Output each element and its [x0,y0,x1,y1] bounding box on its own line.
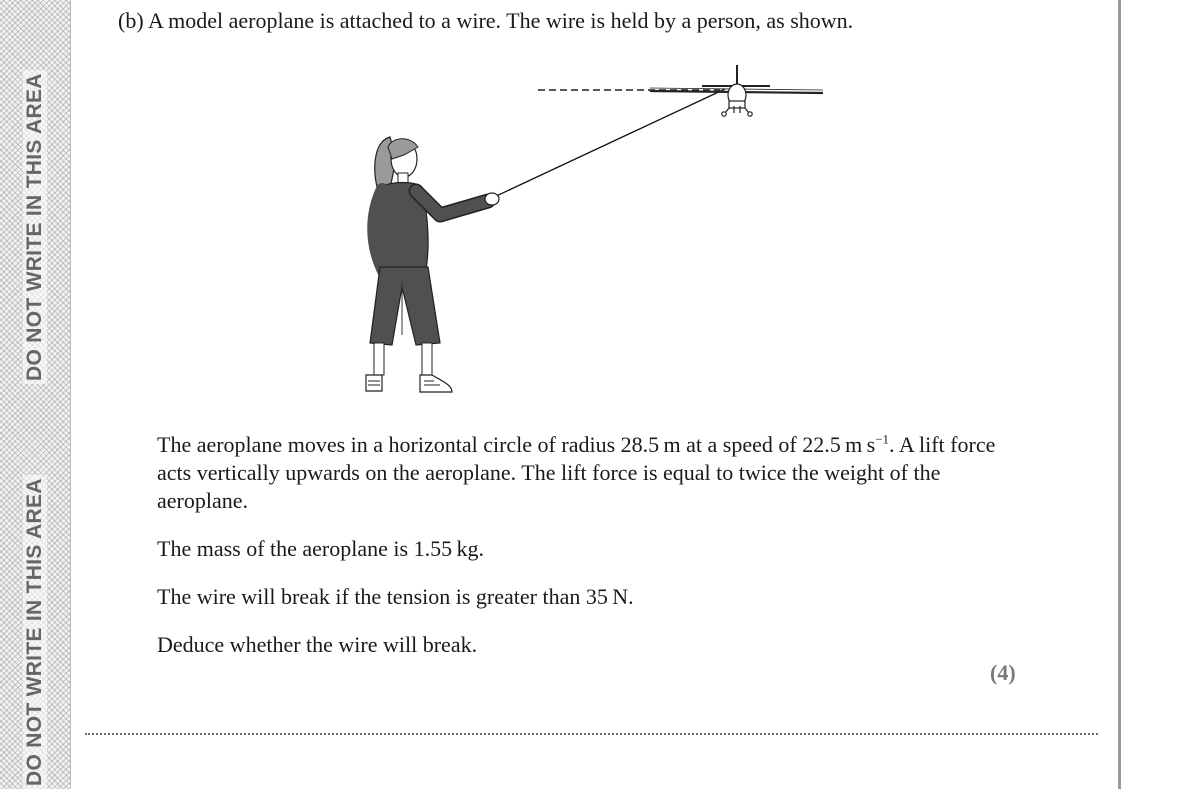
question-part-label: (b) [118,8,144,33]
problem-statement [157,431,1017,515]
person-holding-wire [366,137,499,392]
marks-indicator: (4) [990,660,1016,685]
mass-statement: The mass of the aeroplane is 1.55 kg. [157,536,484,561]
problem-statement-part2: . A lift force acts vertically upwards on the aeroplane. The lift force is equal to twice the weight of the aeroplane. [157,432,996,513]
answer-line[interactable] [85,733,1098,735]
deduce-instruction: Deduce whether the wire will break. [157,632,478,657]
margin-warning-upper: DO NOT WRITE IN THIS AREA [23,70,47,384]
right-margin-rule [1118,0,1121,789]
aeroplane-wire-diagram [330,55,830,400]
wire [492,89,725,198]
unit-exponent: −1 [875,431,890,447]
tension-statement: The wire will break if the tension is greater than 35 N. [157,584,634,609]
model-aeroplane [650,65,823,116]
problem-statement-part1: The aeroplane moves in a horizontal circle of radius 28.5 m at a speed of 22.5 m s [157,432,876,457]
do-not-write-margin [0,0,71,789]
question-intro-text: A model aeroplane is attached to a wire. The wire is held by a person, as shown. [147,8,854,33]
question-intro [118,8,853,34]
margin-warning-lower: DO NOT WRITE IN THIS AREA [23,475,47,789]
